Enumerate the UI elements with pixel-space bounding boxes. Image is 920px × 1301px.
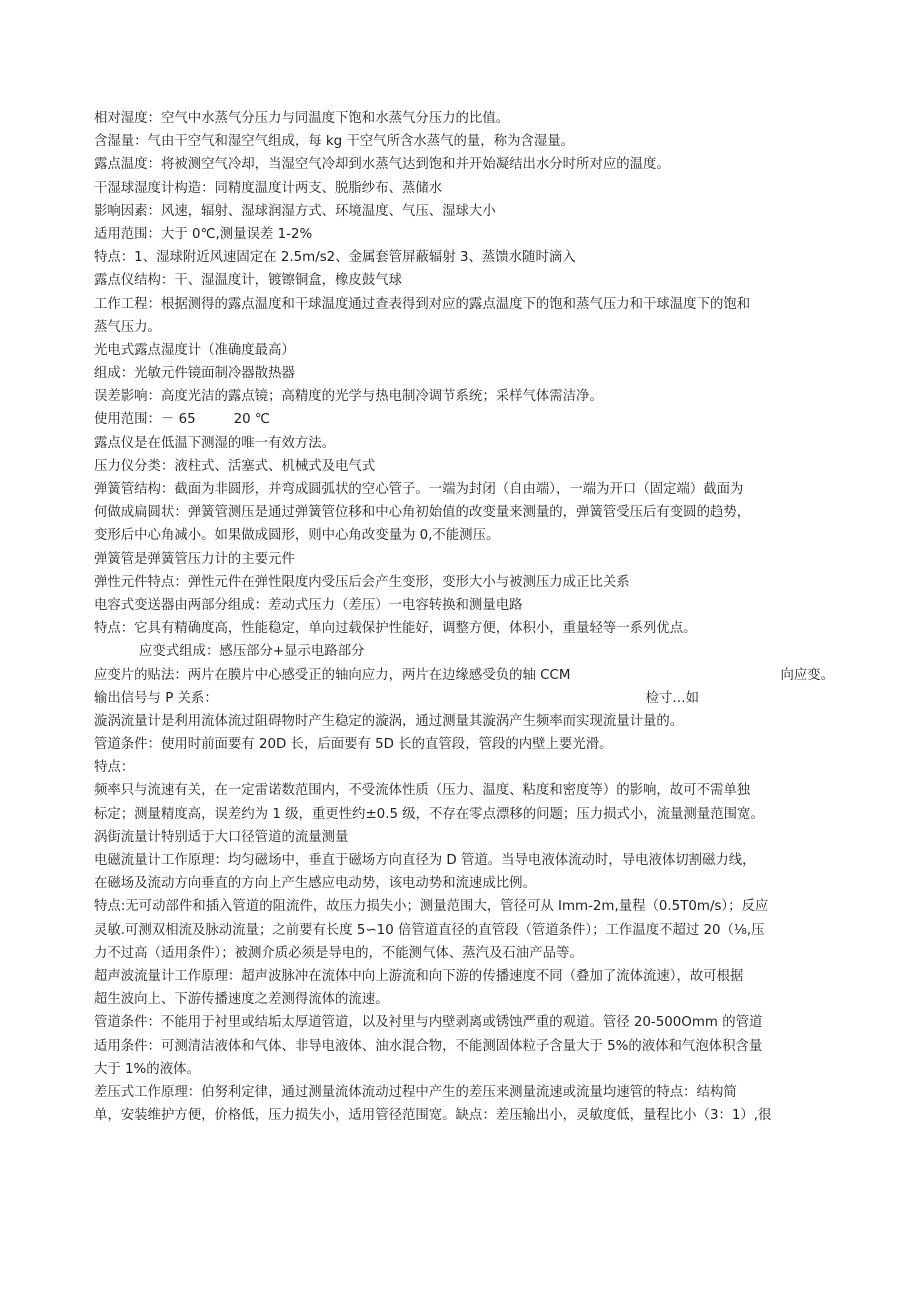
text-line: 超生波向上、下游传播速度之差测得流体的流速。 bbox=[94, 992, 389, 1008]
usage-range-value: 20 ℃ bbox=[233, 412, 270, 428]
text-line: 涡街流量计特别适于大口径管道的流量测量 bbox=[94, 829, 349, 845]
text-line: 在磁场及流动方向垂直的方向上产生感应电动势，该电动势和流速成比例。 bbox=[94, 876, 536, 892]
text-line: 适用条件：可测清洁液体和气体、非导电液体、油水混合物，不能测固体粒子含量大于 5%的液体和气泡体积含量 bbox=[94, 1038, 763, 1054]
usage-range-label: 使用范围：－ 65 bbox=[94, 412, 196, 428]
text-line: 灵敏.可测双相流及脉动流量；之前要有长度 5∽10 倍管道直径的直管段（管道条件）；工作温度不超过 20（⅛,压 bbox=[94, 922, 765, 938]
text-line: 何做成扁圆状：弹簧管测压是通过弹簧管位移和中心角初始值的改变量来测量的，弹簧管受压后有变圆的趋势， bbox=[94, 505, 751, 521]
text-line: 露点温度：将被测空气冷却，当湿空气冷却到水蒸气达到饱和并开始凝结出水分时所对应的温度。 bbox=[94, 157, 670, 173]
signal-text: 输出信号与 P 关系： bbox=[94, 690, 218, 706]
signal-tail: 检寸…如 bbox=[645, 690, 699, 706]
text-line: 压力仪分类：液柱式、活塞式、机械式及电气式 bbox=[94, 458, 376, 474]
text-line: 相对湿度：空气中水蒸气分压力与同温度下饱和水蒸气分压力的比值。 bbox=[94, 111, 510, 126]
text-line: 组成：光敏元件镜面制冷器散热器 bbox=[94, 366, 295, 382]
indented-line: 应变式组成：感压部分+显示电路部分 bbox=[139, 644, 365, 660]
text-line: 弹性元件特点：弹性元件在弹性限度内受压后会产生变形，变形大小与被测压力成正比关系 bbox=[94, 574, 630, 590]
text-line: 含湿量：气由干空气和湿空气组成，每 kg 干空气所含水蒸气的量，称为含湿量。 bbox=[94, 134, 575, 150]
text-line: 单，安装维护方便，价格低，压力损失小，适用管径范围宽。缺点：差压输出小，灵敏度低，量程比小（3：1）,很 bbox=[94, 1108, 772, 1124]
text-line: 工作工程：根据测得的露点温度和干球温度通过查表得到对应的露点温度下的饱和蒸气压力和干球温度下的饱和 bbox=[94, 296, 751, 312]
strain-gauge-text: 应变片的贴法：两片在膜片中心感受正的轴向应力，两片在边缘感受负的轴 CCM bbox=[94, 667, 571, 683]
text-line: 误差影响：高度光洁的露点镜；高精度的光学与热电制冷调节系统；采样气体需洁净。 bbox=[94, 389, 603, 405]
text-line: 频率只与流速有关，在一定雷诺数范围内，不受流体性质（压力、温度、粘度和密度等）的影响，故可不需单独 bbox=[94, 783, 751, 799]
text-line: 电容式变送器由两部分组成：差动式压力（差压）一电容转换和测量电路 bbox=[94, 597, 523, 613]
text-line: 露点仪是在低温下测湿的唯一有效方法。 bbox=[94, 435, 336, 451]
text-line: 电磁流量计工作原理：均匀磁场中，垂直于磁场方向直径为 D 管道。当导电液体流动时，导电液体切割磁力线， bbox=[94, 853, 756, 868]
text-line: 变形后中心角减小。如果做成圆形，则中心角改变量为 0,不能测压。 bbox=[94, 528, 500, 544]
signal-line bbox=[94, 687, 834, 710]
document-page bbox=[94, 107, 834, 1127]
text-line: 差压式工作原理：伯努利定律，通过测量流体流动过程中产生的差压来测量流速或流量均速管的特点：结构简 bbox=[94, 1084, 737, 1100]
text-line: 漩涡流量计是利用流体流过阻碍物时产生稳定的漩涡，通过测量其漩涡产生频率而实现流量计量的。 bbox=[94, 713, 684, 729]
strain-gauge-tail: 向应变。 bbox=[780, 667, 834, 683]
text-line: 弹簧管是弹簧管压力计的主要元件 bbox=[94, 551, 295, 567]
text-line: 影响因素：风速，辐射、湿球润湿方式、环境温度、气压、湿球大小 bbox=[94, 203, 496, 219]
text-line: 大于 1%的液体。 bbox=[94, 1061, 200, 1077]
text-line: 弹簧管结构：截面为非圆形，并弯成圆弧状的空心管子。一端为封闭（自由端），一端为开口（固定端）截面为 bbox=[94, 482, 744, 497]
text-line: 特点： bbox=[94, 760, 135, 776]
usage-range-line bbox=[94, 408, 834, 431]
text-line: 蒸气压力。 bbox=[94, 319, 161, 335]
text-line: 光电式露点湿度计（准确度最高） bbox=[94, 342, 295, 358]
text-line: 特点：1、湿球附近风速固定在 2.5m/s2、金属套管屏蔽辐射 3、蒸馈水随时滴入 bbox=[94, 250, 576, 266]
text-line: 标定；测量精度高，误差约为 1 级，重更性约±0.5 级，不存在零点漂移的问题；压力损式小，流量测量范围宽。 bbox=[94, 806, 764, 822]
text-line: 干湿球湿度计构造：同精度温度计两支、脱脂纱布、蒸储水 bbox=[94, 180, 443, 196]
text-line: 力不过高（适用条件）；被测介质必须是导电的，不能测气体、蒸汽及石油产品等。 bbox=[94, 945, 583, 961]
text-line: 特点：它具有精确度高，性能稳定，单向过载保护性能好，调整方便，体积小，重量轻等一系列优点。 bbox=[94, 621, 697, 637]
text-line: 特点:无可动部件和插入管道的阻流件，故压力损失小；测量范围大，管径可从 Imm-2m,量程（0.5T0m∕s）；反应 bbox=[94, 899, 769, 915]
text-line: 适用范围：大于 0℃,测量误差 1-2% bbox=[94, 226, 313, 242]
text-line: 露点仪结构：干、湿温度计，镀镲铜盒，橡皮鼓气球 bbox=[94, 273, 402, 289]
text-line: 管道条件：使用时前面要有 20D 长，后面要有 5D 长的直管段，管段的内壁上要光滑。 bbox=[94, 737, 613, 753]
strain-gauge-line bbox=[94, 664, 834, 687]
text-line: 超声波流量计工作原理：超声波脉冲在流体中向上游流和向下游的传播速度不同（叠加了流体流速），故可根据 bbox=[94, 968, 744, 984]
text-line: 管道条件：不能用于衬里或结垢太厚道管道，以及衬里与内壁剥离或锈蚀严重的观道。管径 20-500Omm 的管道 bbox=[94, 1015, 763, 1031]
